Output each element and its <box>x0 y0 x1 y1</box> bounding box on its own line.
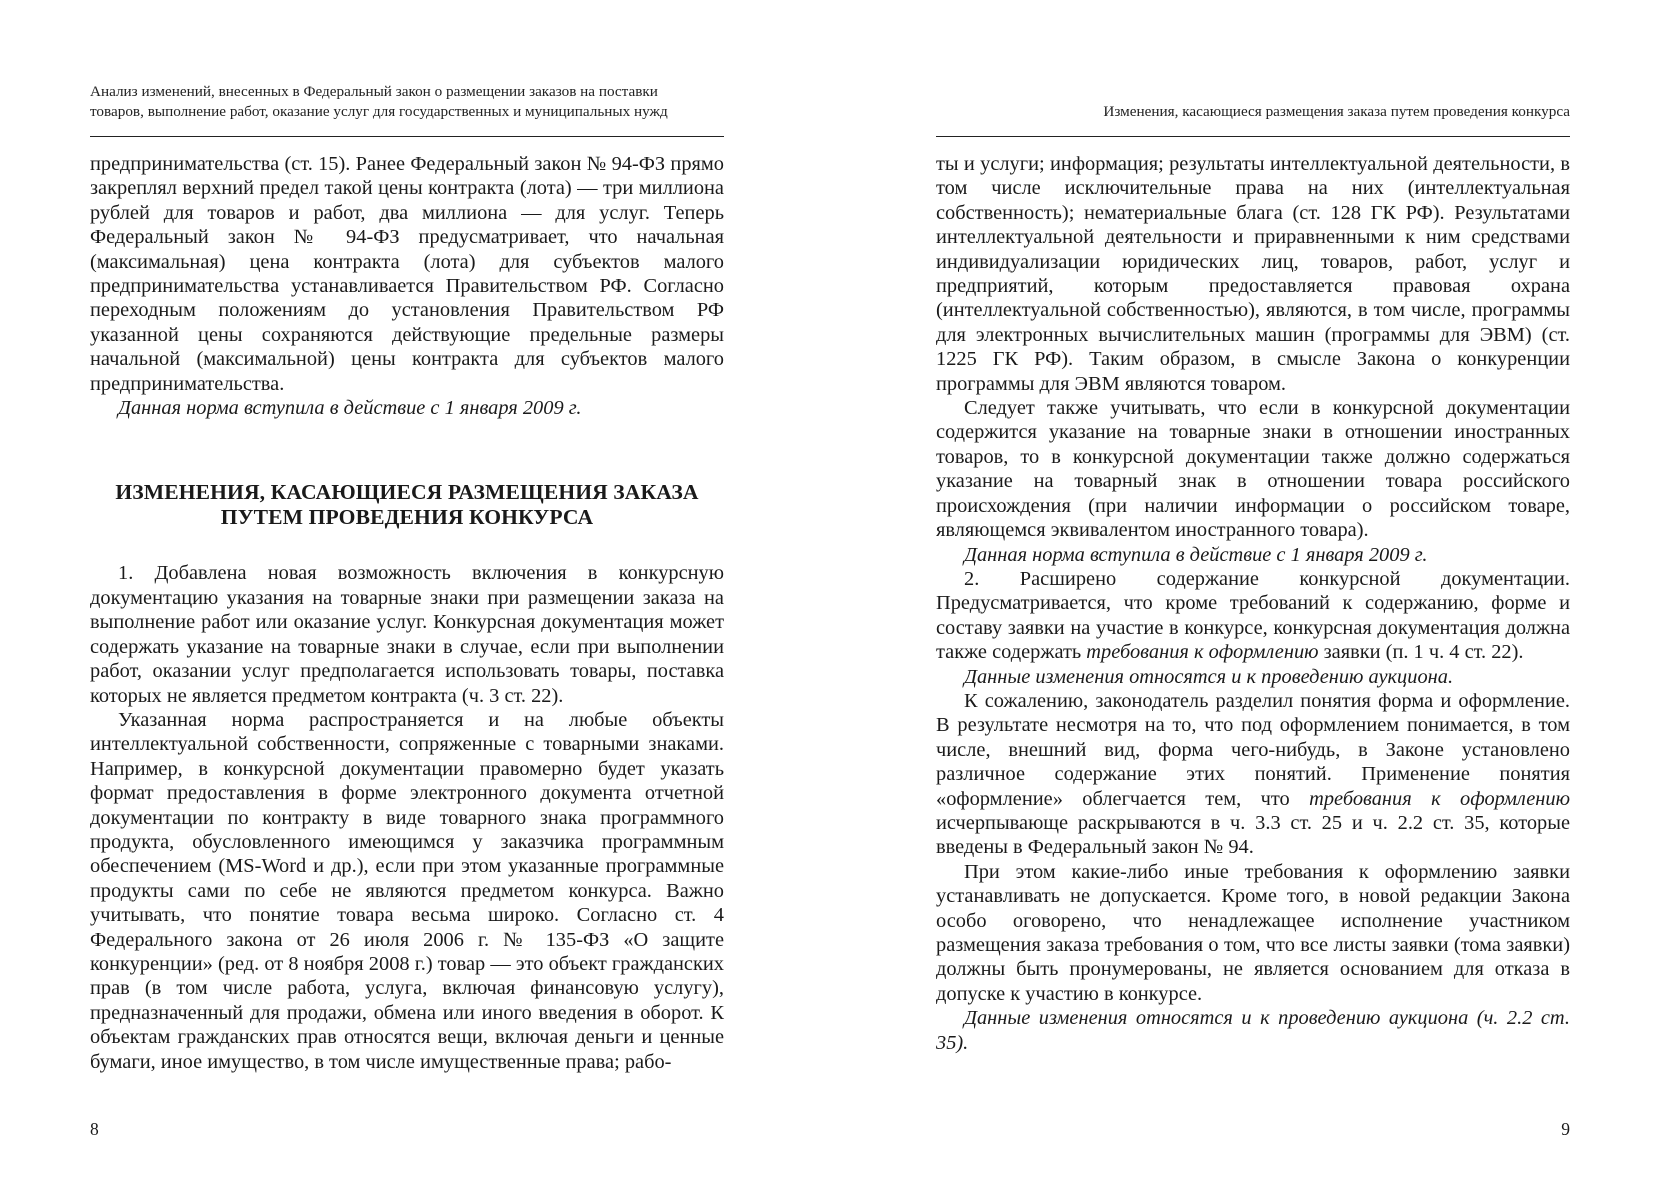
header-line: товаров, выполнение работ, оказание услуг для государственных и муниципальных нужд <box>90 103 668 120</box>
left-page <box>90 0 724 1199</box>
running-header-left <box>90 82 724 134</box>
auction-note: Данные изменения относятся и к проведению аукциона. <box>964 665 1454 688</box>
text-run: 2. Расширено содержание конкурсной документации. Предусматривается, что кроме требований к содержанию, форме и составу заявки на участие в конкурсе, конкурсная документация должна также содержать <box>936 567 1570 664</box>
paragraph <box>936 567 1570 665</box>
auction-note: Данные изменения относятся и к проведению аукциона (ч. 2.2 ст. 35). <box>936 1007 1570 1054</box>
right-page <box>936 0 1570 1199</box>
italic-term: требования к оформлению <box>1086 641 1319 664</box>
header-rule <box>936 136 1570 137</box>
effective-date-note: Данная норма вступила в действие с 1 января 2009 г. <box>118 397 582 420</box>
paragraph: 1. Добавлена новая возможность включения в конкурсную документацию указания на товарные знаки при размещении заказа на выполнение работ или оказание услуг. Конкурсная документация может содержать указание на товарные знаки в случае, если при выполнении работ, оказании услуг предполагается использовать товары, поставка которых не является предметом контракта (ч. 3 ст. 22). <box>90 562 724 707</box>
text-run: исчерпывающе раскрываются в ч. 3.3 ст. 25 и ч. 2.2 ст. 35, которые введены в Федеральный закон № 94. <box>936 811 1570 859</box>
italic-term: требования к оформлению <box>1309 787 1570 810</box>
paragraph-continuation: ты и услуги; информация; результаты интеллектуальной деятельности, в том числе исключительные права на них (интеллектуальная собственность); нематериальные блага (ст. 128 ГК РФ). Результатами интеллектуальной деятельности и приравненными к ним средствами индивидуализации юридических лиц, товаров, работ, услуг и предприятий, которым предоставляется правовая охрана (интеллектуальной собственностью), являются, в том числе, программы для электронных вычислительных машин (программы для ЭВМ) (ст. 1225 ГК РФ). Таким образом, в смысле Закона о конкуренции программы для ЭВМ являются товаром. <box>936 153 1570 395</box>
header-line: Изменения, касающиеся размещения заказа путем проведения конкурса <box>1103 103 1570 120</box>
left-page-body <box>90 152 724 1074</box>
paragraph: При этом какие-либо иные требования к оформлению заявки устанавливать не допускается. Кроме того, в новой редакции Закона особо оговорено, что ненадлежащее исполнение участником размещения заказа требования о том, что все листы заявки (тома заявки) должны быть пронумерованы, не является основанием для отказа в допуске к участию в конкурсе. <box>936 860 1570 1005</box>
effective-date-note: Данная норма вступила в действие с 1 января 2009 г. <box>964 543 1428 566</box>
page-number: 9 <box>1561 1119 1570 1139</box>
section-heading <box>90 480 724 530</box>
paragraph-continuation: предпринимательства (ст. 15). Ранее Федеральный закон № 94-ФЗ прямо закреплял верхний предел такой цены контракта (лота) — три миллиона рублей для товаров и работ, два миллиона — для услуг. Теперь Федеральный закон № 94-ФЗ предусматривает, что начальная (максимальная) цена контракта (лота) для субъектов малого предпринимательства устанавливается Правительством РФ. Согласно переходным положениям до установления Правительством РФ указанной цены сохраняются действующие предельные размеры начальной (максимальной) цены контракта для субъектов малого предпринимательства. <box>90 153 724 395</box>
paragraph: Указанная норма распространяется и на любые объекты интеллектуальной собственности, сопряженные с товарными знаками. Например, в конкурсной документации правомерно будет указать формат предоставления в форме электронного документа отчетной документации по контракту в виде товарного знака программного продукта, обусловленного имеющимся у заказчика программным обеспечением (MS-Word и др.), если при этом указанные программные продукты сами по себе не являются предметом конкурса. Важно учитывать, что понятие товара весьма широко. Согласно ст. 4 Федерального закона от 26 июля 2006 г. № 135-ФЗ «О защите конкуренции» (ред. от 8 ноября 2008 г.) товар — это объект гражданских прав (в том числе работа, услуга, включая финансовую услугу), предназначенный для продажи, обмена или иного введения в оборот. К объектам гражданских прав относятся вещи, включая деньги и ценные бумаги, иное имущество, в том числе имущественные права; рабо- <box>90 708 724 1073</box>
right-page-body <box>936 152 1570 1055</box>
header-rule <box>90 136 724 137</box>
text-run: заявки (п. 1 ч. 4 ст. 22). <box>1318 641 1524 664</box>
header-line: Анализ изменений, внесенных в Федеральный закон о размещении заказов на поставки <box>90 83 658 100</box>
running-header-right <box>936 82 1570 134</box>
text-run: К сожалению, законодатель разделил понятия форма и оформление. В результате несмотря на то, что под оформлением понимается, в том числе, внешний вид, форма чего-нибудь, в Законе установлено различное содержание этих понятий. Применение понятия «оформление» облегчается тем, что <box>936 689 1570 810</box>
paragraph <box>936 689 1570 860</box>
section-heading-line: ИЗМЕНЕНИЯ, КАСАЮЩИЕСЯ РАЗМЕЩЕНИЯ ЗАКАЗА <box>115 480 699 505</box>
section-heading-line: ПУТЕМ ПРОВЕДЕНИЯ КОНКУРСА <box>220 505 594 530</box>
paragraph: Следует также учитывать, что если в конкурсной документации содержится указание на товарные знаки в отношении иностранных товаров, то в конкурсной документации также должно содержаться указание на товарный знак в отношении товара российского происхождения (при наличии информации о российском товаре, являющемся эквивалентом иностранного товара). <box>936 397 1570 542</box>
page-number: 8 <box>90 1119 99 1139</box>
